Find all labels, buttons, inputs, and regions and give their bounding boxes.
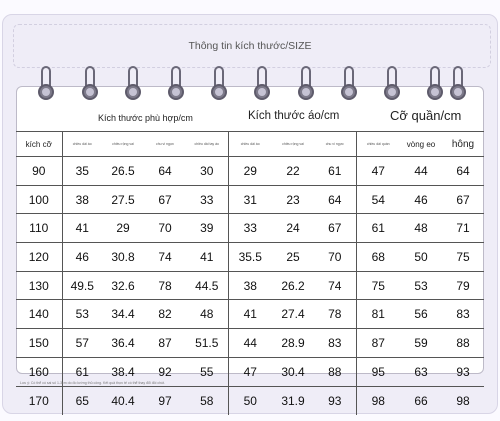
measurement-cell: 47 (228, 357, 272, 386)
column-header: chu vi ngực (314, 132, 356, 157)
measurement-cell: 29 (228, 157, 272, 186)
measurement-cell: 56 (400, 300, 442, 329)
measurement-cell: 46 (62, 243, 102, 272)
measurement-cell: 35 (62, 157, 102, 186)
measurement-cell: 97 (158, 393, 172, 408)
measurement-cell: 50 (228, 386, 272, 415)
measurement-cell: 68 (356, 243, 400, 272)
measurement-cell: 67 (442, 185, 484, 214)
measurement-cell: 95 (356, 357, 400, 386)
column-header: chiều dài áo (62, 132, 102, 157)
binder-ring-icon (252, 66, 272, 104)
group-header-shirt: Kích thước áo/cm (248, 110, 340, 122)
measurement-cell: 78 (314, 300, 356, 329)
measurement-cell: 51.5 (186, 329, 228, 358)
binder-ring-icon (448, 66, 468, 104)
measurement-cell: 93 (328, 393, 342, 408)
measurement-cell: 22 (272, 157, 314, 186)
measurement-cell: 87 (144, 329, 186, 358)
measurement-cell: 31.9 (281, 393, 305, 408)
measurement-cell: 33 (228, 214, 272, 243)
measurement-cell: 27.5 (102, 185, 144, 214)
measurement-cell: 47 (356, 157, 400, 186)
column-header: chiều rộng vai (272, 132, 314, 157)
measurement-cell: 92 (144, 357, 186, 386)
table-row (16, 329, 484, 358)
measurement-cell: 27.4 (272, 300, 314, 329)
table-row (16, 300, 484, 329)
measurement-cell: 48 (400, 214, 442, 243)
column-header: chiều rộng vai (102, 132, 144, 157)
measurement-cell: 30.4 (272, 357, 314, 386)
binder-ring-icon (425, 66, 445, 104)
size-cell: 150 (16, 329, 62, 358)
measurement-cell: 35.5 (228, 243, 272, 272)
measurement-cell: 58 (200, 393, 214, 408)
size-cell: 170 (28, 393, 49, 408)
binder-ring-icon (209, 66, 229, 104)
measurement-cell: 40.4 (111, 393, 135, 408)
measurement-cell: 67 (314, 214, 356, 243)
measurement-cell: 54 (356, 185, 400, 214)
measurement-cell: 24 (272, 214, 314, 243)
measurement-cell: 26.5 (102, 157, 144, 186)
measurement-cell: 67 (144, 185, 186, 214)
measurement-cell: 33 (186, 185, 228, 214)
table-row (16, 185, 484, 214)
measurement-cell: 65 (62, 386, 102, 415)
measurement-cell: 83 (314, 329, 356, 358)
measurement-cell: 93 (442, 357, 484, 386)
measurement-cell: 64 (314, 185, 356, 214)
table-row (16, 243, 484, 272)
measurement-cell: 41 (228, 300, 272, 329)
chart-title: Thông tin kích thước/SIZE (188, 40, 312, 52)
column-header: vòng eo (400, 132, 442, 157)
measurement-cell: 50 (400, 243, 442, 272)
measurement-cell: 64 (442, 157, 484, 186)
size-cell: 120 (16, 243, 62, 272)
table-row (16, 214, 484, 243)
measurement-cell: 63 (400, 357, 442, 386)
measurement-cell: 30 (186, 157, 228, 186)
measurement-cell: 34.4 (102, 300, 144, 329)
size-cell: 110 (16, 214, 62, 243)
measurement-cell: 66 (414, 393, 428, 408)
measurement-cell: 81 (356, 300, 400, 329)
measurement-cell: 70 (144, 214, 186, 243)
column-header: chu vi ngực (144, 132, 186, 157)
measurement-cell: 75 (442, 243, 484, 272)
measurement-cell: 87 (356, 329, 400, 358)
measurement-cell: 39 (186, 214, 228, 243)
table-row (16, 386, 484, 415)
measurement-cell: 38.4 (102, 357, 144, 386)
measurement-cell: 55 (186, 357, 228, 386)
table-header-row (16, 132, 484, 157)
binder-ring-icon (166, 66, 186, 104)
measurement-cell: 98 (456, 393, 470, 408)
size-table (16, 131, 484, 415)
measurement-cell: 83 (442, 300, 484, 329)
measurement-cell: 78 (144, 271, 186, 300)
measurement-cell: 44 (400, 157, 442, 186)
measurement-cell: 46 (400, 185, 442, 214)
binder-ring-icon (80, 66, 100, 104)
column-header: hông (442, 132, 484, 157)
measurement-cell: 30.8 (102, 243, 144, 272)
binder-ring-icon (382, 66, 402, 104)
measurement-cell: 82 (144, 300, 186, 329)
measurement-cell: 53 (62, 300, 102, 329)
measurement-cell: 31 (228, 185, 272, 214)
table-row (16, 157, 484, 186)
measurement-cell: 59 (400, 329, 442, 358)
binder-ring-icon (339, 66, 359, 104)
measurement-cell: 57 (62, 329, 102, 358)
column-header: chiều dài áo (228, 132, 272, 157)
binder-ring-icon (123, 66, 143, 104)
measurement-cell: 61 (314, 157, 356, 186)
size-cell: 160 (16, 357, 62, 386)
size-cell: 140 (16, 300, 62, 329)
measurement-cell: 64 (144, 157, 186, 186)
measurement-cell: 49.5 (62, 271, 102, 300)
measurement-cell: 61 (62, 357, 102, 386)
measurement-cell: 41 (186, 243, 228, 272)
measurement-cell: 36.4 (102, 329, 144, 358)
measurement-cell: 75 (356, 271, 400, 300)
measurement-cell: 53 (400, 271, 442, 300)
measurement-cell: 74 (314, 271, 356, 300)
measurement-cell: 32.6 (102, 271, 144, 300)
measurement-cell: 44 (228, 329, 272, 358)
measurement-cell: 48 (186, 300, 228, 329)
measurement-cell: 44.5 (186, 271, 228, 300)
measurement-cell: 74 (144, 243, 186, 272)
measurement-cell: 29 (102, 214, 144, 243)
size-cell: 130 (16, 271, 62, 300)
measurement-cell: 98 (356, 386, 400, 415)
measurement-cell: 28.9 (272, 329, 314, 358)
column-header: chiều dài quần (356, 132, 400, 157)
measurement-cell: 38 (228, 271, 272, 300)
column-header: kích cỡ (16, 132, 62, 157)
measurement-cell: 88 (314, 357, 356, 386)
binder-ring-icon (36, 66, 56, 104)
column-header: chiều dài tay áo (186, 132, 228, 157)
measurement-cell: 71 (442, 214, 484, 243)
group-header-pants: Cỡ quần/cm (390, 108, 462, 123)
binder-rings (0, 66, 500, 106)
size-cell: 100 (16, 185, 62, 214)
size-cell: 90 (16, 157, 62, 186)
footnote: Lưu ý: Có thể có sai số 1-3cm do đo lường thủ công. Kết quả thực tế có thể thay đổi đôi chút. (20, 381, 165, 385)
measurement-cell: 23 (272, 185, 314, 214)
measurement-cell: 38 (62, 185, 102, 214)
measurement-cell: 70 (314, 243, 356, 272)
measurement-cell: 41 (62, 214, 102, 243)
group-header-fit: Kích thước phù hợp/cm (98, 113, 193, 123)
measurement-cell: 88 (442, 329, 484, 358)
measurement-cell: 25 (272, 243, 314, 272)
binder-ring-icon (296, 66, 316, 104)
measurement-cell: 79 (442, 271, 484, 300)
measurement-cell: 26.2 (272, 271, 314, 300)
measurement-cell: 61 (356, 214, 400, 243)
table-row (16, 271, 484, 300)
